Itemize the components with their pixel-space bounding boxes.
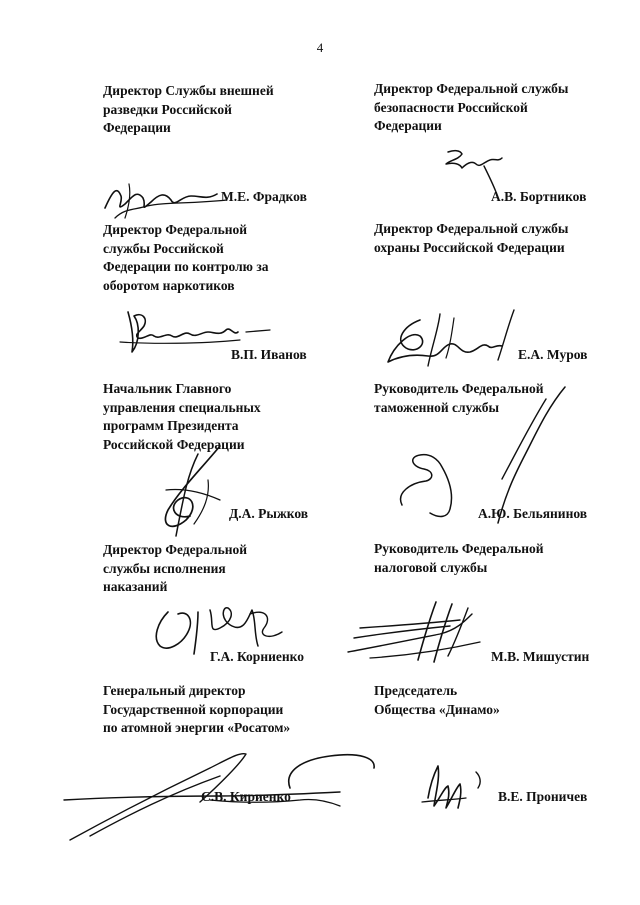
title-fradkov: Директор Службы внешней разведки Российской Федерации	[103, 83, 274, 135]
title-bortnikov: Директор Федеральной службы безопасности Российской Федерации	[374, 81, 569, 133]
title-ivanov: Директор Федеральной службы Российской Федерации по контролю за оборотом наркотиков	[103, 222, 269, 293]
name-fradkov: М.Е. Фрадков	[221, 189, 307, 204]
name-kirienko: С.В. Кириенко	[201, 789, 291, 804]
signature-mishustin	[340, 598, 490, 668]
title-mishustin: Руководитель Федеральной налоговой службы	[374, 541, 544, 575]
title-ryzhkov: Начальник Главного управления специальных программ Президента Российской Федерации	[103, 381, 261, 452]
signature-pronichev	[418, 758, 498, 818]
name-belyaninov: А.Ю. Бельянинов	[478, 506, 588, 521]
signature-murov	[380, 306, 530, 376]
name-ivanov: В.П. Иванов	[231, 347, 307, 362]
name-bortnikov: А.В. Бортников	[491, 189, 587, 204]
name-murov: Е.А. Муров	[518, 347, 588, 362]
title-murov: Директор Федеральной службы охраны Российской Федерации	[374, 221, 569, 255]
title-kornienko: Директор Федеральной службы исполнения наказаний	[103, 542, 248, 594]
page-number: 4	[316, 40, 324, 55]
name-mishustin: М.В. Мишустин	[491, 649, 590, 664]
name-ryzhkov: Д.А. Рыжков	[229, 506, 309, 521]
title-belyaninov: Руководитель Федеральной таможенной службы	[374, 381, 544, 415]
signature-ryzhkov	[150, 440, 240, 540]
title-pronichev: Председатель Общества «Динамо»	[374, 683, 500, 717]
name-kornienko: Г.А. Корниенко	[210, 649, 304, 664]
title-kirienko: Генеральный директор Государственной корпорации по атомной энергии «Росатом»	[103, 683, 291, 735]
name-pronichev: В.Е. Проничев	[498, 789, 588, 804]
